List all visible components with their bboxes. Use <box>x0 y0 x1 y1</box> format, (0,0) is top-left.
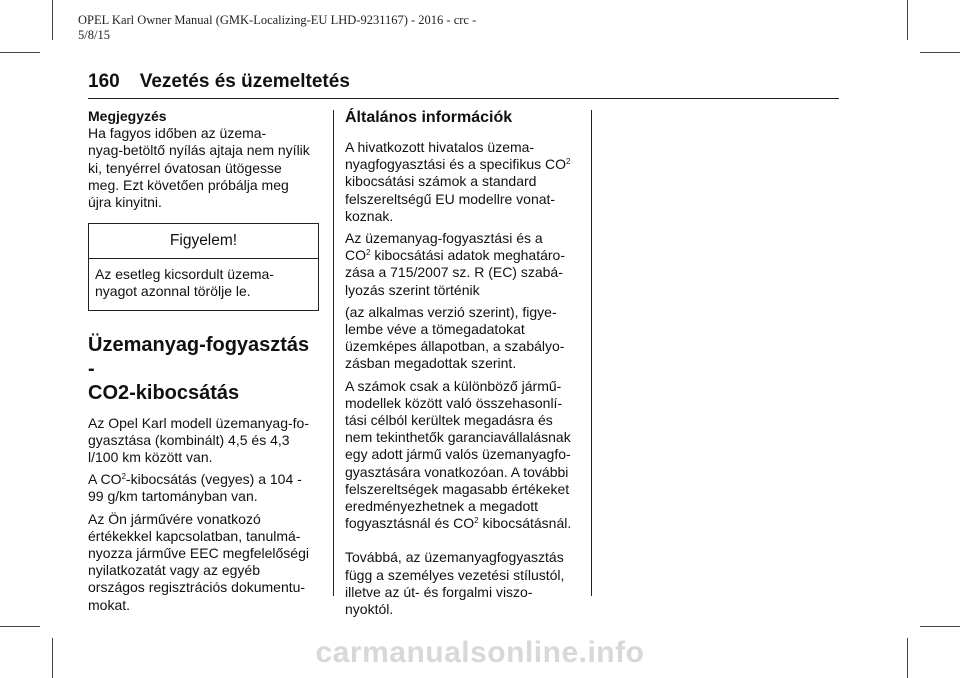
text-line: nyagot azonnal törölje le. <box>95 283 251 300</box>
document-header-date: 5/8/15 <box>78 28 110 42</box>
text-line: Az Opel Karl modell üzemanyag-fo- <box>88 414 309 431</box>
text-line <box>345 247 583 264</box>
text-line <box>88 471 320 488</box>
section-heading: Általános információk <box>345 109 513 126</box>
subscript-digit: 2 <box>121 472 126 482</box>
paragraph <box>345 139 583 225</box>
text-run: CO <box>345 247 366 264</box>
crop-mark <box>920 52 960 53</box>
watermark: carmanualsonline.info <box>315 636 645 669</box>
text-line: felszereltségek magasabb értékeket <box>345 480 570 497</box>
text-run: kibocsátási adatok meghatáro- <box>370 247 566 264</box>
paragraph <box>345 378 583 533</box>
heading-line: CO2-kibocsátás <box>88 381 240 404</box>
text-line: gyasztására vonatkozóan. A további <box>345 463 569 480</box>
text-line: Az esetleg kicsordult üzema- <box>95 266 274 283</box>
left-column <box>88 108 320 619</box>
text-line: meg. Ezt követően próbálja meg <box>88 176 289 193</box>
subscript-digit: 2 <box>566 157 571 167</box>
text-run: A CO <box>88 471 122 488</box>
paragraph <box>345 230 583 299</box>
spacer <box>345 537 583 549</box>
text-line: l/100 km között van. <box>88 449 213 466</box>
subscript-digit: 2 <box>366 248 371 258</box>
subscript-digit: 2 <box>474 516 479 526</box>
chapter-title: Vezetés és üzemeltetés <box>139 71 350 92</box>
note-text <box>88 125 320 211</box>
paragraph <box>345 549 583 618</box>
text-line: üzemképes állapotban, a szabályo- <box>345 338 565 355</box>
crop-mark <box>52 0 53 40</box>
text-line: nyoktól. <box>345 601 394 618</box>
text-line: A számok csak a különböző jármű- <box>345 377 562 394</box>
text-line: eredményezhetnek a megadott <box>345 498 539 515</box>
text-run: nyagfogyasztási és a specifikus CO <box>345 156 566 173</box>
heading-line: Üzemanyag-fogyasztás - <box>88 333 310 380</box>
text-line: egy adott jármű valós üzemanyagfo- <box>345 446 571 463</box>
text-line: (az alkalmas verzió szerint), figye- <box>345 303 557 320</box>
page-number: 160 <box>88 71 120 92</box>
paragraph <box>345 304 583 373</box>
warning-text <box>89 259 318 309</box>
text-line: mokat. <box>88 596 131 613</box>
column-divider <box>333 110 334 596</box>
text-line: modellek között való összehasonlí- <box>345 394 563 411</box>
document-header-line: OPEL Karl Owner Manual (GMK-Localizing-EU LHD-9231167) - 2016 - crc - <box>78 13 477 27</box>
text-line: Továbbá, az üzemanyagfogyasztás <box>345 549 564 566</box>
crop-mark <box>920 626 960 627</box>
crop-mark <box>0 626 40 627</box>
text-line: koznak. <box>345 207 394 224</box>
text-line: Az Ön járművére vonatkozó <box>88 510 261 527</box>
text-line: nyag-betöltő nyílás ajtaja nem nyílik <box>88 142 310 159</box>
text-run: -kibocsátás (vegyes) a 104 - <box>125 471 302 488</box>
text-line <box>345 156 583 173</box>
text-line: zása a 715/2007 sz. R (EC) szabá- <box>345 264 563 281</box>
warning-title: Figyelem! <box>89 224 318 259</box>
text-line: illetve az út- és forgalmi viszo- <box>345 583 533 600</box>
note-title: Megjegyzés <box>88 108 167 124</box>
section-heading <box>88 333 320 405</box>
text-line: gyasztása (kombinált) 4,5 és 4,3 <box>88 431 290 448</box>
text-line: nyilatkozatát vagy az egyéb <box>88 562 260 579</box>
text-line: értékekkel kapcsolatban, tanulmá- <box>88 527 301 544</box>
text-line: kibocsátási számok a standard <box>345 173 537 190</box>
text-run: kibocsátásnál. <box>478 515 572 532</box>
warning-box <box>88 223 319 310</box>
column-divider-right <box>591 110 592 596</box>
text-line: nem tekinthetők garanciavállalásnak <box>345 429 571 446</box>
paragraph <box>88 471 320 505</box>
paragraph <box>88 415 320 467</box>
text-line <box>345 515 583 532</box>
text-line: felszereltségű EU modellre vonat- <box>345 190 556 207</box>
paragraph <box>88 511 320 614</box>
text-line: tási célból kerültek megadásra és <box>345 412 553 429</box>
text-line: 99 g/km tartományban van. <box>88 488 258 505</box>
text-line: lyozás szerint történik <box>345 281 480 298</box>
text-run: fogyasztásnál és CO <box>345 515 475 532</box>
text-line: újra kinyitni. <box>88 194 162 211</box>
text-line: zásban megadottak szerint. <box>345 355 517 372</box>
right-column <box>345 108 583 623</box>
text-line: Az üzemanyag-fogyasztási és a <box>345 230 543 247</box>
text-line: országos regisztrációs dokumentu- <box>88 579 306 596</box>
text-line: nyozza járműve EEC megfelelőségi <box>88 545 309 562</box>
text-line: lembe véve a tömegadatokat <box>345 321 525 338</box>
text-line: függ a személyes vezetési stílustól, <box>345 566 565 583</box>
crop-mark <box>0 52 40 53</box>
header-rule <box>88 98 839 99</box>
text-line: ki, tenyérrel óvatosan ütögesse <box>88 159 282 176</box>
crop-mark <box>907 0 908 40</box>
text-line: Ha fagyos időben az üzema- <box>88 125 267 142</box>
running-head <box>88 70 350 94</box>
document-header <box>78 13 476 43</box>
text-line: A hivatkozott hivatalos üzema- <box>345 139 535 155</box>
